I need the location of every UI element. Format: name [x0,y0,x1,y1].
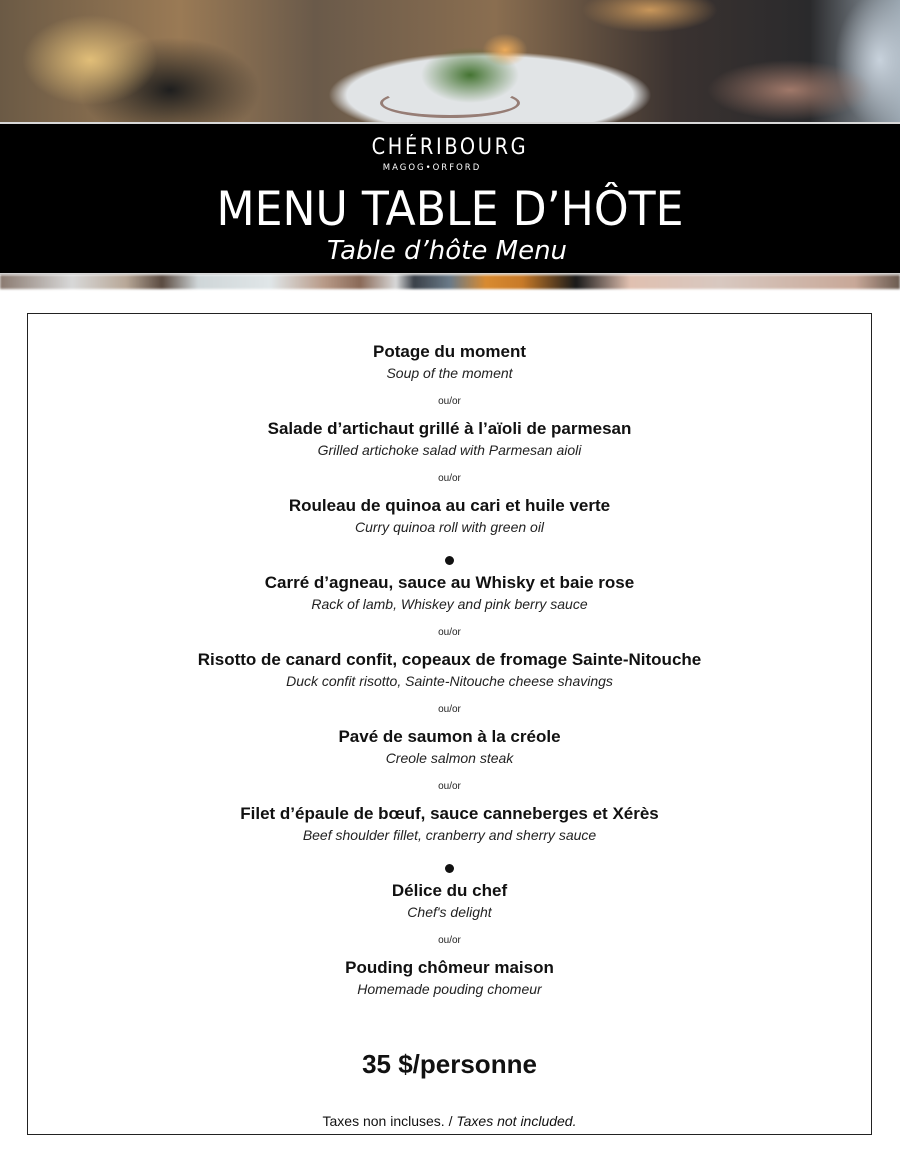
dish-name-fr: Délice du chef [391,881,508,900]
menu-item [28,496,871,536]
dish-name-en: Duck confit risotto, Sainte-Nitouche cheese shavings [286,673,613,689]
menu-item [28,342,871,382]
or-separator: ou/or [438,627,461,638]
dish-name-en: Creole salmon steak [385,750,514,766]
dish-name-en: Curry quinoa roll with green oil [354,519,545,535]
or-separator: ou/or [438,396,461,407]
dish-name-fr: Rouleau de quinoa au cari et huile verte [288,496,611,515]
menu-item [28,573,871,613]
course-divider-bullet-icon [28,860,871,878]
header-photo [0,0,900,122]
header-band [0,122,900,275]
dish-name-en: Grilled artichoke salad with Parmesan aioli [317,442,582,458]
dish-name-fr: Risotto de canard confit, copeaux de fromage Sainte-Nitouche [197,650,702,669]
menu-item [28,804,871,844]
dish-name-en: Soup of the moment [386,365,513,381]
dish-name-fr: Pouding chômeur maison [345,958,554,977]
or-separator: ou/or [438,935,461,946]
price: 35 $/personne [362,1049,537,1079]
taxes-note-en: Taxes not included. [456,1113,577,1129]
dish-name-fr: Carré d’agneau, sauce au Whisky et baie rose [264,573,635,592]
dish-name-en: Rack of lamb, Whiskey and pink berry sauce [311,596,588,612]
or-separator: ou/or [438,473,461,484]
photo-strip [0,275,900,289]
dish-name-fr: Pavé de saumon à la créole [338,727,561,746]
menu-item [28,650,871,690]
dish-name-fr: Potage du moment [372,342,526,361]
brand-logo: CHÉRIBOURG [371,135,529,160]
dish-name-en: Chef's delight [407,904,492,920]
menu-item [28,419,871,459]
brand-location: MAGOG•ORFORD [382,163,482,173]
or-separator: ou/or [438,704,461,715]
dish-name-en: Beef shoulder fillet, cranberry and sherry sauce [302,827,597,843]
page-title: MENU TABLE D’HÔTE [216,182,684,237]
menu-box [27,313,872,1135]
menu-item [28,727,871,767]
taxes-note-fr: Taxes non incluses. / [322,1113,457,1129]
dish-name-fr: Salade d’artichaut grillé à l’aïoli de parmesan [267,419,632,438]
menu-item [28,958,871,998]
or-separator: ou/or [438,781,461,792]
course-divider-bullet-icon [28,552,871,570]
menu-item [28,881,871,921]
dish-name-fr: Filet d’épaule de bœuf, sauce canneberges et Xérès [240,804,659,823]
dish-name-en: Homemade pouding chomeur [357,981,542,997]
page-subtitle: Table d’hôte Menu [326,236,568,266]
taxes-note [28,1112,871,1130]
plate-sauce-decoration [380,88,520,118]
